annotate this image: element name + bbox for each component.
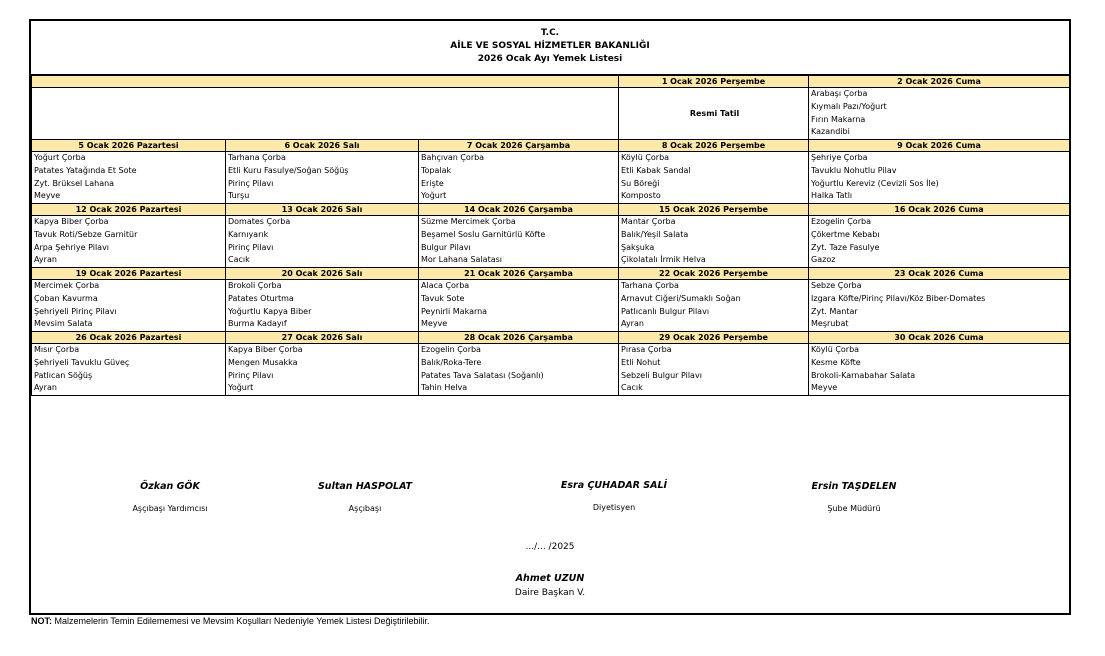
dish: Ayran	[621, 319, 644, 329]
signature-block	[754, 481, 954, 513]
day-header: 16 Ocak 2026 Cuma	[809, 204, 1070, 216]
document-header	[31, 21, 1069, 75]
dish: Komposto	[621, 191, 661, 201]
menu-cell	[32, 280, 226, 332]
menu-cell	[619, 152, 809, 204]
dish: Ayran	[34, 255, 57, 265]
day-header: 2 Ocak 2026 Cuma	[809, 76, 1070, 88]
day-header: 1 Ocak 2026 Perşembe	[619, 76, 809, 88]
menu-cell	[809, 216, 1070, 268]
dish: Su Böreği	[621, 178, 660, 188]
day-header-row	[32, 332, 1070, 344]
signature-name: Esra ÇUHADAR SALİ	[560, 480, 668, 491]
menu-cell-empty	[32, 88, 619, 140]
day-header: 15 Ocak 2026 Perşembe	[619, 204, 809, 216]
day-header-row	[32, 268, 1070, 280]
note-label: NOT:	[31, 616, 52, 626]
menu-sheet	[29, 19, 1071, 615]
dish: Kazandibi	[811, 127, 850, 137]
day-header: 30 Ocak 2026 Cuma	[809, 332, 1070, 344]
dish: Gazoz	[811, 255, 836, 265]
dish: Patates Yatağında Et Sote	[34, 165, 137, 175]
menu-cell	[809, 88, 1070, 140]
signature-title: Diyetisyen	[592, 503, 636, 512]
footer-note	[31, 616, 429, 626]
menu-cell	[226, 344, 419, 396]
holiday-label: Resmi Tatil	[689, 109, 740, 118]
menu-row	[32, 152, 1070, 204]
dish: Pirinç Pilavı	[228, 242, 274, 252]
dish: Balık/Yeşil Salata	[621, 229, 689, 239]
menu-cell	[419, 216, 619, 268]
dish: Pirinç Pilavı	[228, 178, 274, 188]
dish: Çikolatalı İrmik Helva	[621, 255, 706, 265]
menu-row	[32, 280, 1070, 332]
menu-cell	[226, 216, 419, 268]
dish: Şehriye Çorba	[811, 153, 868, 162]
signature-area	[31, 405, 1069, 613]
dish: Etli Kabak Sandal	[621, 165, 691, 175]
day-header: 22 Ocak 2026 Perşembe	[619, 268, 809, 280]
dish: Mevsim Salata	[34, 319, 93, 329]
approver-name: Ahmet UZUN	[515, 573, 585, 584]
day-header-row	[32, 140, 1070, 152]
day-header: 7 Ocak 2026 Çarşamba	[419, 140, 619, 152]
dish: Cacık	[621, 383, 643, 393]
menu-table	[31, 75, 1070, 396]
dish: Karnıyarık	[228, 229, 269, 239]
dish: Bahçıvan Çorba	[421, 153, 485, 162]
dish: Kıymalı Pazı/Yoğurt	[811, 101, 887, 111]
dish: Meşrubat	[811, 319, 849, 329]
dish: Burma Kadayıf	[228, 319, 287, 329]
dish: Etli Kuru Fasulye/Soğan Söğüş	[228, 165, 349, 175]
weeks-body	[32, 140, 1070, 396]
day-header: 13 Ocak 2026 Salı	[226, 204, 419, 216]
dish: Tavuk Sote	[421, 293, 465, 303]
dish: Pirinç Pilavı	[228, 370, 274, 380]
dish: Etli Nohut	[621, 357, 661, 367]
dish: Sebzeli Bulgur Pilavı	[621, 370, 702, 380]
dish: Turşu	[228, 191, 250, 201]
day-header: 29 Ocak 2026 Perşembe	[619, 332, 809, 344]
dish: Tavuk Roti/Sebze Garnitür	[34, 229, 138, 239]
dish: Çökertme Kebabı	[811, 229, 880, 239]
signature-title: Aşçıbaşı Yardımcısı	[132, 504, 208, 513]
approver-signature	[31, 573, 1069, 598]
dish: Brokoli Çorba	[228, 281, 282, 290]
dish: Peynirli Makarna	[421, 306, 488, 316]
dish: Bulgur Pilavı	[421, 242, 471, 252]
day-header: 9 Ocak 2026 Cuma	[809, 140, 1070, 152]
dish: Tahin Helva	[421, 383, 468, 393]
day-header: 14 Ocak 2026 Çarşamba	[419, 204, 619, 216]
signature-title: Aşçıbaşı	[348, 504, 382, 513]
dish: Beşamel Soslu Garnitürlü Köfte	[421, 229, 546, 239]
day-header-row	[32, 76, 1070, 88]
dish: Patlıcan Söğüş	[34, 370, 93, 380]
dish: Yoğurt Çorba	[34, 153, 86, 162]
menu-cell	[619, 280, 809, 332]
dish: Mercimek Çorba	[34, 281, 100, 290]
dish: Yoğurt	[421, 191, 447, 201]
dish: Mor Lahana Salatası	[421, 255, 503, 265]
dish: Brokoli-Karnabahar Salata	[811, 370, 916, 380]
dish: Arpa Şehriye Pilavı	[34, 242, 110, 252]
dish: Meyve	[811, 383, 838, 393]
signature-name: Ersin TAŞDELEN	[811, 481, 897, 492]
signature-name: Sultan HASPOLAT	[317, 481, 413, 492]
day-header: 8 Ocak 2026 Perşembe	[619, 140, 809, 152]
menu-cell	[809, 152, 1070, 204]
dish: Mantar Çorba	[621, 217, 676, 226]
day-header: 6 Ocak 2026 Salı	[226, 140, 419, 152]
menu-row	[32, 88, 1070, 140]
dish: Cacık	[228, 255, 250, 265]
day-header: 20 Ocak 2026 Salı	[226, 268, 419, 280]
dish: Köylü Çorba	[621, 153, 670, 162]
day-header: 26 Ocak 2026 Pazartesi	[32, 332, 226, 344]
dish: Şehriyeli Pirinç Pilavı	[34, 306, 117, 316]
day-header: 19 Ocak 2026 Pazartesi	[32, 268, 226, 280]
dish: Topalak	[421, 165, 452, 175]
dish: Patates Tava Salatası (Soğanlı)	[421, 370, 544, 380]
dish: Fırın Makarna	[811, 114, 866, 124]
menu-cell	[619, 216, 809, 268]
dish: Tarhana Çorba	[621, 281, 679, 290]
signature-block	[70, 481, 270, 513]
dish: Zyt. Taze Fasulye	[811, 242, 880, 252]
menu-cell	[619, 344, 809, 396]
dish: Arabaşı Çorba	[811, 89, 868, 98]
date-line: .../... /2025	[525, 542, 575, 552]
signature-block	[514, 480, 714, 512]
dish: Tavuklu Nohutlu Pilav	[811, 165, 897, 175]
dish: Alaca Çorba	[421, 281, 470, 290]
dish: Balık/Roka-Tere	[421, 357, 482, 367]
dish: Ayran	[34, 383, 57, 393]
day-header-row	[32, 204, 1070, 216]
day-header: 21 Ocak 2026 Çarşamba	[419, 268, 619, 280]
dish: Şehriyeli Tavuklu Güveç	[34, 357, 130, 367]
dish: Kapya Biber Çorba	[34, 217, 109, 226]
menu-cell	[226, 280, 419, 332]
dish: Patates Oturtma	[228, 293, 294, 303]
note-text: Malzemelerin Temin Edilememesi ve Mevsim Koşulları Nedeniyle Yemek Listesi Değiştirilebilir.	[52, 616, 430, 626]
menu-cell	[419, 280, 619, 332]
dish: Mısır Çorba	[34, 345, 80, 354]
dish: Zyt. Brüksel Lahana	[34, 178, 115, 188]
approver-title: Daire Başkan V.	[514, 588, 586, 598]
menu-cell	[226, 152, 419, 204]
dish: Patlıcanlı Bulgur Pilavı	[621, 306, 710, 316]
menu-cell	[419, 344, 619, 396]
dish: Sebze Çorba	[811, 281, 862, 290]
dish: Yoğurtlu Kereviz (Cevizli Sos İle)	[811, 178, 939, 188]
dish: Ezogelin Çorba	[811, 217, 871, 226]
dish: Tarhana Çorba	[228, 153, 286, 162]
dish: Ezogelin Çorba	[421, 345, 481, 354]
dish: Pırasa Çorba	[621, 345, 672, 354]
dish: Süzme Mercimek Çorba	[421, 217, 516, 226]
menu-cell	[619, 88, 809, 140]
dish: Meyve	[421, 319, 448, 329]
header-line-ministry: AİLE VE SOSYAL HİZMETLER BAKANLIĞI	[450, 41, 650, 51]
dish: Zyt. Mantar	[811, 306, 858, 316]
menu-cell	[809, 280, 1070, 332]
signature-name: Özkan GÖK	[140, 481, 200, 492]
menu-cell	[32, 216, 226, 268]
dish: Mengen Musakka	[228, 357, 298, 367]
dish: Erişte	[421, 178, 444, 188]
dish: Kesme Köfte	[811, 357, 861, 367]
menu-cell	[32, 344, 226, 396]
signature-block	[265, 481, 465, 513]
dish: Köylü Çorba	[811, 345, 860, 354]
header-line-tc: T.C.	[540, 28, 560, 38]
dish: Izgara Köfte/Pirinç Pilavı/Köz Biber-Domates	[811, 293, 986, 303]
dish: Halka Tatlı	[811, 191, 853, 201]
dish: Yoğurtlu Kapya Biber	[228, 306, 312, 316]
menu-row	[32, 344, 1070, 396]
dish: Şakşuka	[621, 242, 655, 252]
signature-title: Şube Müdürü	[827, 504, 881, 513]
header-line-title: 2026 Ocak Ayı Yemek Listesi	[477, 54, 623, 64]
dish: Yoğurt	[228, 383, 254, 393]
dish: Arnavut Ciğeri/Sumaklı Soğan	[621, 293, 741, 303]
day-header: 27 Ocak 2026 Salı	[226, 332, 419, 344]
menu-cell	[32, 152, 226, 204]
day-header: 12 Ocak 2026 Pazartesi	[32, 204, 226, 216]
day-header: 28 Ocak 2026 Çarşamba	[419, 332, 619, 344]
dish: Çoban Kavurma	[34, 293, 98, 303]
menu-row	[32, 216, 1070, 268]
day-header-empty	[32, 76, 619, 88]
day-header: 5 Ocak 2026 Pazartesi	[32, 140, 226, 152]
menu-cell	[809, 344, 1070, 396]
dish: Domates Çorba	[228, 217, 291, 226]
day-header: 23 Ocak 2026 Cuma	[809, 268, 1070, 280]
dish: Kapya Biber Çorba	[228, 345, 303, 354]
dish: Meyve	[34, 191, 61, 201]
menu-cell	[419, 152, 619, 204]
